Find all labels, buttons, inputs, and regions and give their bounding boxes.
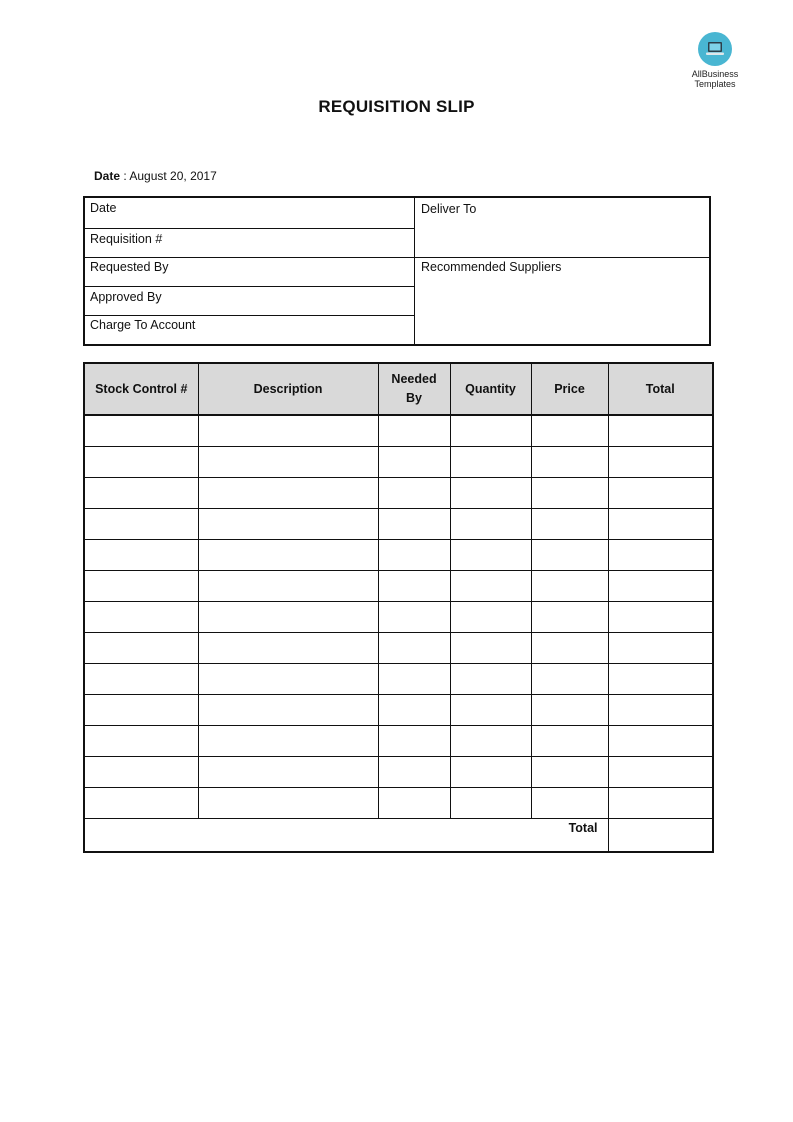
table-cell[interactable]: [378, 571, 450, 602]
table-cell[interactable]: [84, 415, 198, 447]
table-cell[interactable]: [608, 788, 713, 819]
table-cell[interactable]: [531, 447, 608, 478]
items-table: [83, 362, 714, 853]
table-cell[interactable]: [198, 633, 378, 664]
table-cell[interactable]: [84, 571, 198, 602]
table-row: [84, 478, 713, 509]
table-cell[interactable]: [84, 664, 198, 695]
table-cell[interactable]: [198, 540, 378, 571]
table-row: [84, 695, 713, 726]
table-cell[interactable]: [608, 540, 713, 571]
laptop-icon: [698, 32, 732, 66]
table-cell[interactable]: [531, 571, 608, 602]
table-cell[interactable]: [84, 726, 198, 757]
table-row: [84, 509, 713, 540]
date-label: Date: [94, 169, 121, 183]
info-left-column: [85, 198, 415, 344]
requested-by-field[interactable]: Requested By: [85, 258, 414, 287]
table-cell[interactable]: [608, 415, 713, 447]
table-cell[interactable]: [198, 571, 378, 602]
table-cell[interactable]: [450, 509, 531, 540]
table-cell[interactable]: [198, 478, 378, 509]
table-cell[interactable]: [608, 664, 713, 695]
table-row: [84, 726, 713, 757]
table-cell[interactable]: [450, 602, 531, 633]
table-cell[interactable]: [84, 540, 198, 571]
deliver-to-field[interactable]: [415, 198, 709, 258]
table-header-row: [84, 363, 713, 415]
table-cell[interactable]: [608, 571, 713, 602]
table-cell[interactable]: [198, 757, 378, 788]
table-cell[interactable]: [531, 726, 608, 757]
table-cell[interactable]: [531, 757, 608, 788]
table-cell[interactable]: [450, 478, 531, 509]
column-header: Needed By: [378, 363, 450, 415]
column-header: Price: [531, 363, 608, 415]
total-value-cell[interactable]: [608, 819, 713, 853]
table-cell[interactable]: [198, 415, 378, 447]
table-cell[interactable]: [450, 540, 531, 571]
table-cell[interactable]: [198, 447, 378, 478]
approved-by-field[interactable]: Approved By: [85, 287, 414, 316]
column-header: Quantity: [450, 363, 531, 415]
brand-name: AllBusiness Templates: [691, 69, 739, 89]
table-row: [84, 664, 713, 695]
date-value: August 20, 2017: [129, 169, 217, 183]
table-cell[interactable]: [531, 415, 608, 447]
table-cell[interactable]: [608, 633, 713, 664]
table-row: [84, 571, 713, 602]
table-cell[interactable]: [450, 695, 531, 726]
table-cell[interactable]: [378, 726, 450, 757]
table-row: [84, 447, 713, 478]
table-cell[interactable]: [450, 788, 531, 819]
table-cell[interactable]: [198, 664, 378, 695]
table-cell[interactable]: [378, 540, 450, 571]
table-cell[interactable]: [84, 788, 198, 819]
column-header: Description: [198, 363, 378, 415]
table-cell[interactable]: [378, 757, 450, 788]
table-cell[interactable]: [531, 788, 608, 819]
table-row: [84, 602, 713, 633]
table-cell[interactable]: [608, 478, 713, 509]
table-cell[interactable]: [450, 726, 531, 757]
column-header: Stock Control #: [84, 363, 198, 415]
table-cell[interactable]: [531, 664, 608, 695]
table-cell[interactable]: [84, 602, 198, 633]
table-cell[interactable]: [378, 788, 450, 819]
table-cell[interactable]: [378, 509, 450, 540]
table-cell[interactable]: [531, 478, 608, 509]
total-label: Total: [84, 819, 608, 853]
table-cell[interactable]: [531, 540, 608, 571]
charge-to-account-field[interactable]: Charge To Account: [90, 318, 196, 332]
date-separator: :: [120, 169, 130, 183]
requisition-info-box: [83, 196, 711, 346]
table-row: [84, 633, 713, 664]
table-cell[interactable]: [84, 478, 198, 509]
table-cell[interactable]: [198, 602, 378, 633]
table-cell[interactable]: [450, 664, 531, 695]
table-cell[interactable]: [608, 695, 713, 726]
table-cell[interactable]: [531, 633, 608, 664]
column-header: Total: [608, 363, 713, 415]
table-cell[interactable]: [450, 757, 531, 788]
table-cell[interactable]: [378, 415, 450, 447]
table-row: [84, 540, 713, 571]
table-cell[interactable]: [378, 633, 450, 664]
brand-logo: [686, 32, 744, 89]
date-field[interactable]: Date: [85, 198, 414, 229]
table-cell[interactable]: [198, 726, 378, 757]
page-title: REQUISITION SLIP: [318, 97, 475, 116]
table-cell[interactable]: [450, 633, 531, 664]
table-cell[interactable]: [450, 571, 531, 602]
recommended-suppliers-field[interactable]: [415, 258, 709, 344]
table-cell[interactable]: [450, 415, 531, 447]
table-cell[interactable]: [84, 695, 198, 726]
table-cell[interactable]: [198, 788, 378, 819]
table-cell[interactable]: [378, 602, 450, 633]
table-cell[interactable]: [378, 478, 450, 509]
table-cell[interactable]: [378, 447, 450, 478]
recommended-suppliers-label: Recommended Suppliers: [421, 260, 562, 274]
table-cell[interactable]: [84, 447, 198, 478]
table-cell[interactable]: [450, 447, 531, 478]
table-cell[interactable]: [608, 726, 713, 757]
requisition-number-field[interactable]: Requisition #: [85, 229, 414, 258]
table-cell[interactable]: [84, 633, 198, 664]
table-cell[interactable]: [608, 757, 713, 788]
table-cell[interactable]: [378, 695, 450, 726]
table-cell[interactable]: [84, 509, 198, 540]
table-cell[interactable]: [531, 602, 608, 633]
table-cell[interactable]: [608, 602, 713, 633]
table-cell[interactable]: [84, 757, 198, 788]
table-cell[interactable]: [378, 664, 450, 695]
table-cell[interactable]: [198, 509, 378, 540]
total-row: [84, 819, 713, 853]
table-row: [84, 757, 713, 788]
deliver-to-label: Deliver To: [421, 202, 477, 216]
date-line: [94, 169, 217, 183]
table-cell[interactable]: [531, 509, 608, 540]
table-cell[interactable]: [198, 695, 378, 726]
table-row: [84, 415, 713, 447]
table-cell[interactable]: [608, 509, 713, 540]
table-cell[interactable]: [608, 447, 713, 478]
table-cell[interactable]: [531, 695, 608, 726]
table-row: [84, 788, 713, 819]
